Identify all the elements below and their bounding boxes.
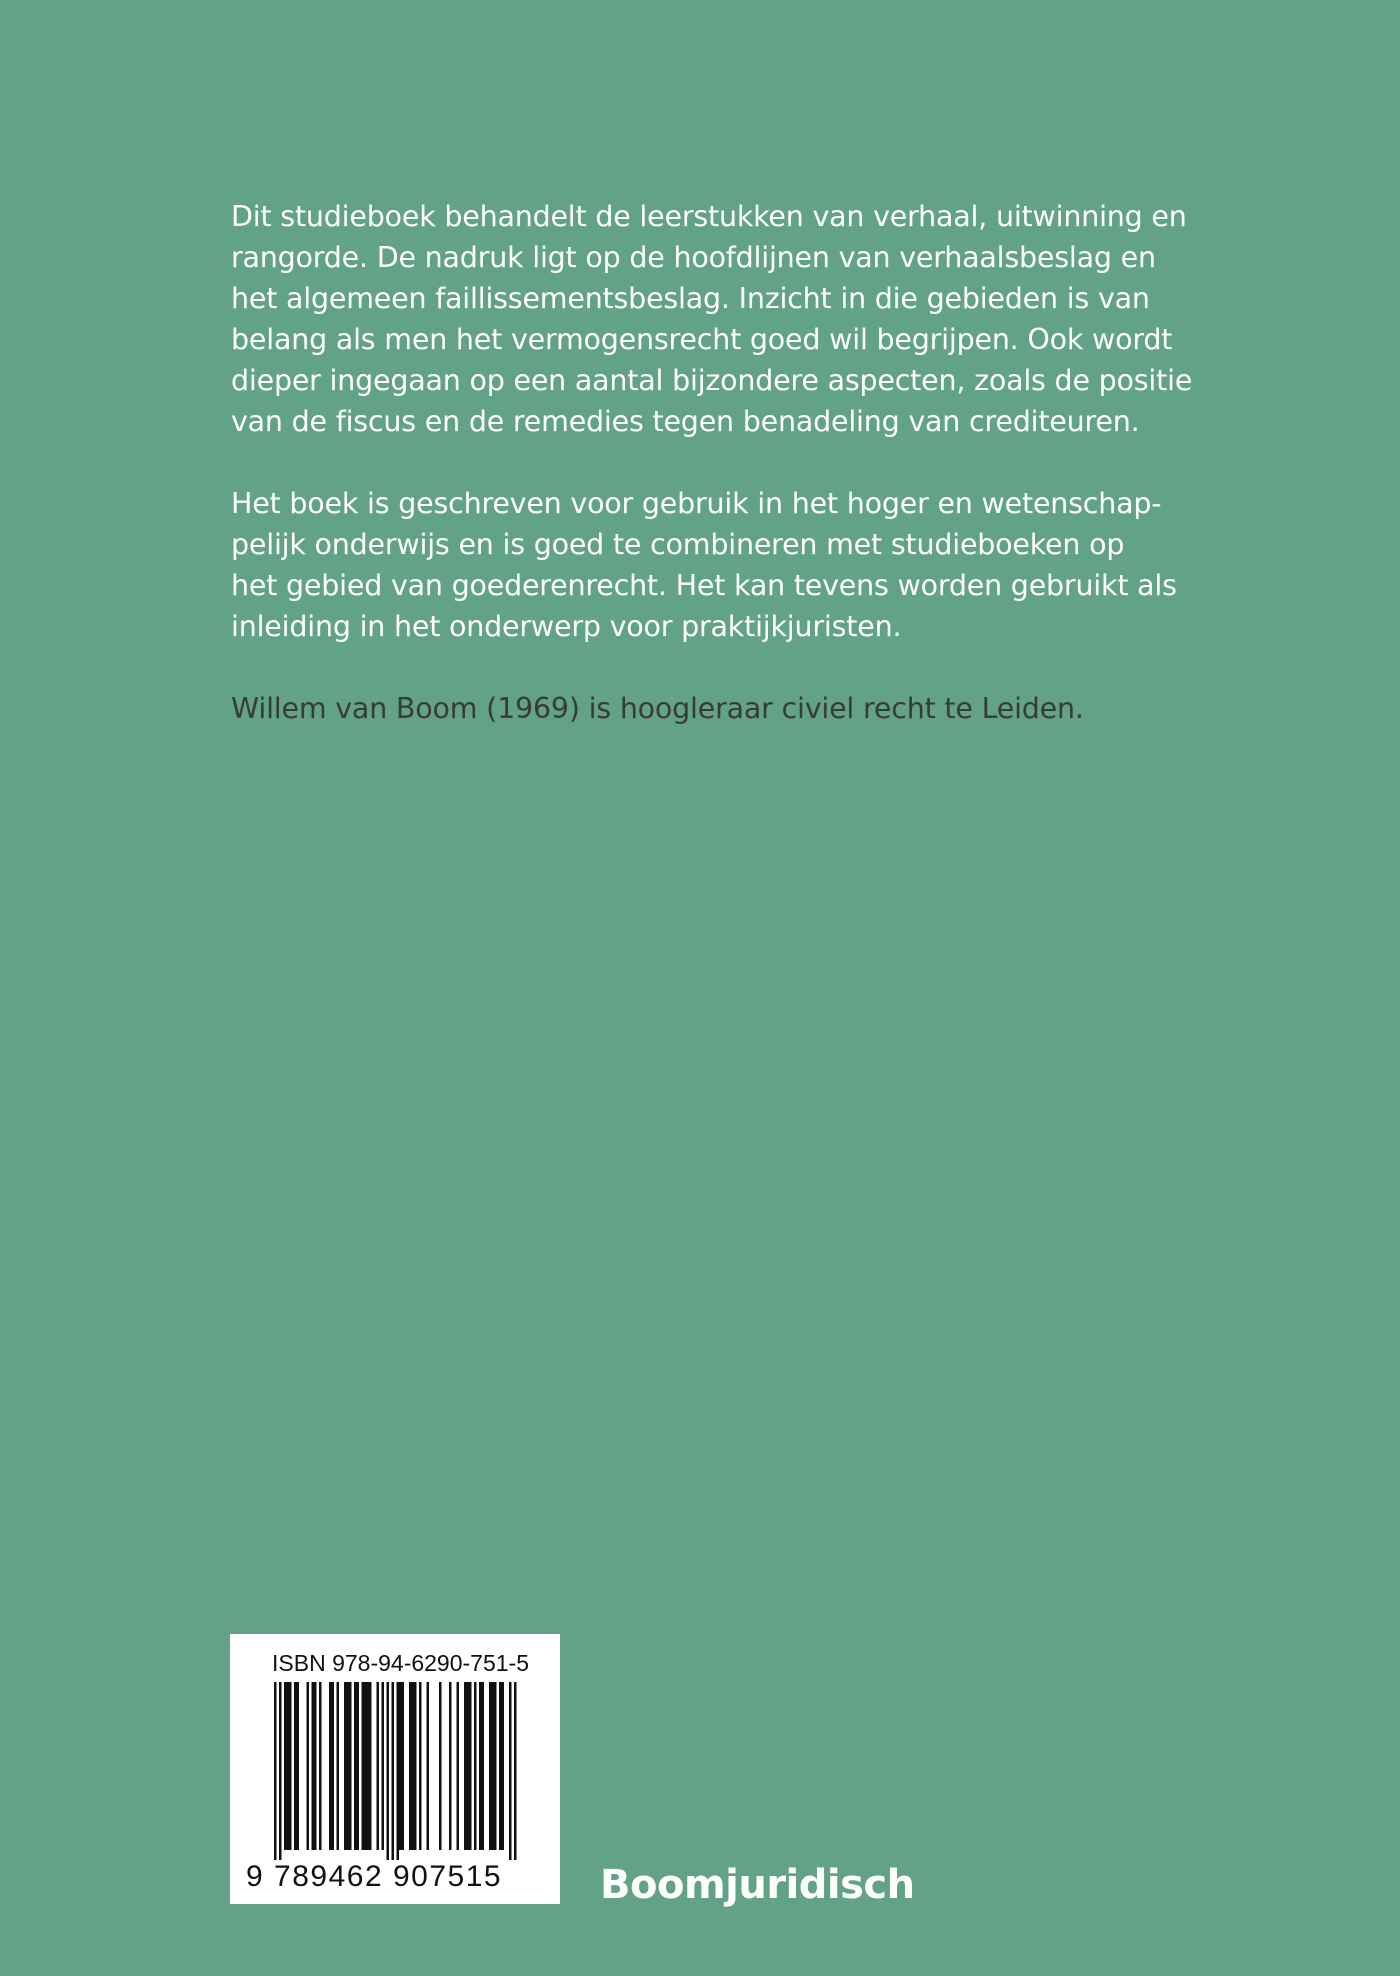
blurb-line: het algemeen faillissementsbeslag. Inzicht in die gebieden is van <box>231 282 1150 315</box>
barcode-bar <box>502 1682 505 1850</box>
blurb-paragraph-1 <box>231 196 1191 442</box>
barcode-bar <box>354 1682 357 1850</box>
isbn-barcode <box>230 1634 560 1904</box>
blurb-line: het gebied van goederenrecht. Het kan tevens worden gebruikt als <box>231 569 1177 602</box>
barcode-bars <box>274 1682 524 1860</box>
barcode-bar <box>314 1682 317 1850</box>
barcode-bar <box>392 1682 395 1860</box>
barcode-bar <box>382 1682 385 1850</box>
blurb-line: Het boek is geschreven voor gebruik in het hoger en wetenschap- <box>231 487 1162 520</box>
barcode-bar <box>464 1682 467 1850</box>
barcode-bar <box>284 1682 287 1850</box>
barcode-bar <box>289 1682 292 1850</box>
barcode-bar <box>367 1682 370 1850</box>
barcode-bar <box>297 1682 300 1850</box>
barcode-bar <box>469 1682 472 1850</box>
barcode-bar <box>479 1682 482 1850</box>
back-cover-blurb <box>231 196 1191 688</box>
barcode-bar <box>409 1682 412 1850</box>
blurb-paragraph-2 <box>231 483 1191 647</box>
publisher-logo: Boomjuridisch <box>600 1862 915 1908</box>
barcode-bar <box>439 1682 442 1850</box>
barcode-digits: 9 789462 907515 <box>246 1860 503 1893</box>
blurb-line: inleiding in het onderwerp voor praktijkjuristen. <box>231 610 902 643</box>
barcode-bar <box>294 1682 297 1850</box>
barcode-bar <box>489 1682 492 1850</box>
barcode-bar <box>344 1682 347 1850</box>
barcode-bar <box>412 1682 415 1850</box>
barcode-bar <box>307 1682 310 1850</box>
barcode-bar <box>397 1682 400 1860</box>
barcode-bar <box>369 1682 372 1850</box>
barcode-bar <box>377 1682 380 1850</box>
author-bio: Willem van Boom (1969) is hoogleraar civiel recht te Leiden. <box>231 692 1084 725</box>
barcode-bar <box>499 1682 502 1850</box>
barcode-bar <box>492 1682 495 1850</box>
barcode-bar <box>482 1682 485 1850</box>
barcode-bar <box>329 1682 332 1850</box>
barcode-bar <box>279 1682 282 1860</box>
blurb-line: van de fiscus en de remedies tegen benadeling van crediteuren. <box>231 405 1140 438</box>
barcode-bar <box>509 1682 512 1860</box>
barcode-bar <box>402 1682 405 1850</box>
barcode-bar <box>287 1682 290 1850</box>
barcode-bar <box>414 1682 417 1850</box>
barcode-bar <box>387 1682 390 1860</box>
barcode-bar <box>319 1682 322 1850</box>
blurb-line: pelijk onderwijs en is goed te combineren met studieboeken op <box>231 528 1125 561</box>
barcode-bar <box>449 1682 452 1850</box>
barcode-bar <box>332 1682 335 1850</box>
barcode-bar <box>362 1682 365 1850</box>
barcode-bar <box>364 1682 367 1850</box>
barcode-bar <box>494 1682 497 1850</box>
isbn-label: ISBN 978-94-6290-751-5 <box>272 1650 529 1676</box>
barcode-bar <box>467 1682 470 1850</box>
blurb-line: dieper ingegaan op een aantal bijzondere aspecten, zoals de positie <box>231 364 1193 397</box>
barcode-bar <box>357 1682 360 1850</box>
barcode-bar <box>349 1682 352 1850</box>
barcode-bar <box>427 1682 430 1850</box>
blurb-line: rangorde. De nadruk ligt op de hoofdlijnen van verhaalsbeslag en <box>231 241 1156 274</box>
blurb-line: Dit studieboek behandelt de leerstukken van verhaal, uitwinning en <box>231 200 1187 233</box>
barcode-bar <box>399 1682 402 1850</box>
barcode-bar <box>419 1682 422 1850</box>
barcode-bar <box>457 1682 460 1850</box>
barcode-bar <box>474 1682 477 1850</box>
barcode-bar <box>514 1682 517 1860</box>
barcode-bar <box>347 1682 350 1850</box>
barcode-bar <box>337 1682 340 1850</box>
barcode-bar <box>312 1682 315 1850</box>
barcode-bar <box>274 1682 277 1860</box>
blurb-line: belang als men het vermogensrecht goed wil begrijpen. Ook wordt <box>231 323 1173 356</box>
